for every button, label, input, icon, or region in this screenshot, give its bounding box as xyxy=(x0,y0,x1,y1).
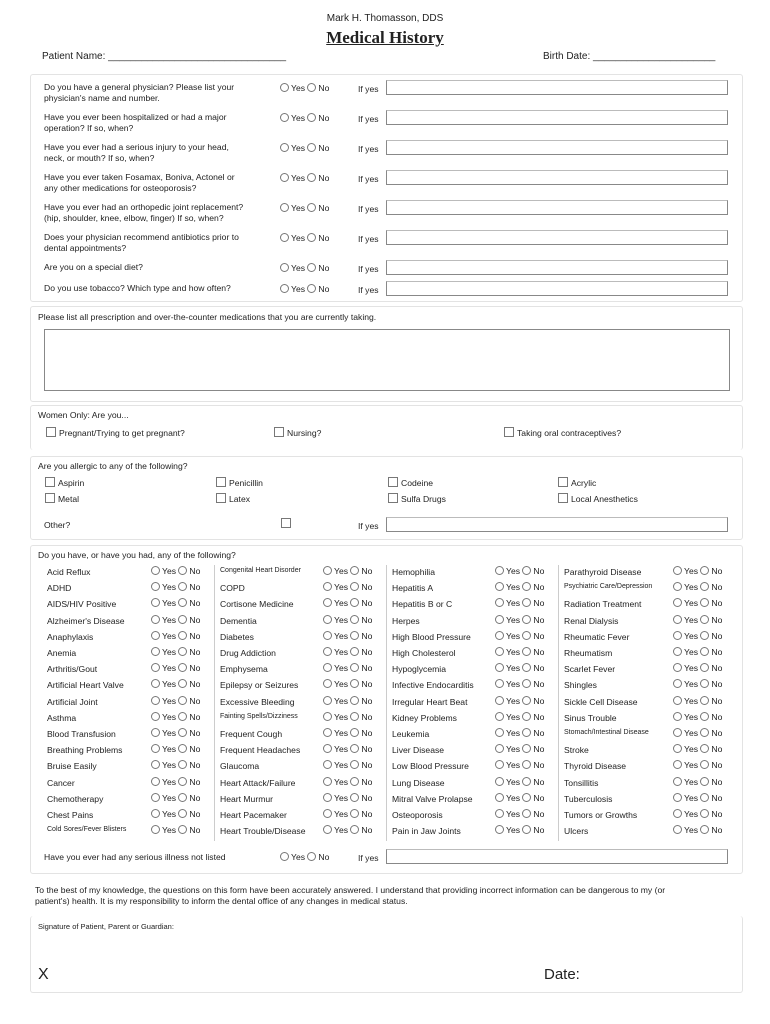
women-nursing-checkbox[interactable]: Nursing? xyxy=(274,427,321,438)
condition-radios[interactable]: Yes No xyxy=(673,777,722,787)
condition-label: Breathing Problems xyxy=(47,745,123,756)
condition-radios[interactable]: Yes No xyxy=(495,696,544,706)
question-3-ifyes: If yes xyxy=(358,144,379,154)
question-4-ifyes: If yes xyxy=(358,174,379,184)
condition-label: Liver Disease xyxy=(392,745,445,756)
condition-label: Hemophilia xyxy=(392,567,435,577)
condition-radios[interactable]: Yes No xyxy=(151,760,200,770)
condition-label: Cortisone Medicine xyxy=(220,599,294,610)
condition-radios[interactable]: Yes No xyxy=(673,825,722,835)
condition-radios[interactable]: Yes No xyxy=(495,825,544,835)
question-5: Have you ever had an orthopedic joint replacement? (hip, shoulder, knee, elbow, finger) If so, when? xyxy=(44,202,244,223)
condition-radios[interactable]: Yes No xyxy=(323,598,372,608)
condition-radios[interactable]: Yes No xyxy=(495,615,544,625)
condition-radios[interactable]: Yes No xyxy=(673,663,722,673)
condition-radios[interactable]: Yes No xyxy=(323,679,372,689)
condition-label: High Blood Pressure xyxy=(392,631,471,642)
condition-label: Diabetes xyxy=(220,631,254,642)
condition-label: Congenital Heart Disorder xyxy=(220,567,301,574)
condition-label: Low Blood Pressure xyxy=(392,761,469,772)
allergy-other-ifyes: If yes xyxy=(358,521,379,531)
question-2-radios[interactable]: Yes No xyxy=(280,113,329,123)
condition-radios[interactable]: Yes No xyxy=(495,712,544,722)
condition-radios[interactable]: Yes No xyxy=(323,566,372,576)
condition-radios[interactable]: Yes No xyxy=(495,647,544,657)
condition-label: Herpes xyxy=(392,615,420,626)
condition-radios[interactable]: Yes No xyxy=(495,679,544,689)
question-4-answer[interactable] xyxy=(386,170,728,185)
condition-radios[interactable]: Yes No xyxy=(323,728,372,738)
question-6: Does your physician recommend antibiotics prior to dental appointments? xyxy=(44,232,239,253)
allergies-label: Are you allergic to any of the following? xyxy=(38,461,188,471)
question-1-radios[interactable]: Yes No xyxy=(280,83,329,93)
patient-name-label: Patient Name: ________________________________ xyxy=(42,51,287,62)
condition-radios[interactable]: Yes No xyxy=(673,696,722,706)
condition-radios[interactable]: Yes No xyxy=(151,777,200,787)
condition-label: Irregular Heart Beat xyxy=(392,696,468,707)
condition-label: Asthma xyxy=(47,712,77,723)
condition-radios[interactable]: Yes No xyxy=(151,582,200,592)
condition-label: Fainting Spells/Dizziness xyxy=(220,712,298,720)
question-8-radios[interactable]: Yes No xyxy=(280,284,329,294)
condition-radios[interactable]: Yes No xyxy=(673,679,722,689)
question-4: Have you ever taken Fosamax, Boniva, Actonel or any other medications for osteoporosis? xyxy=(44,172,235,193)
allergy-checkbox[interactable]: Acrylic xyxy=(558,477,596,488)
condition-label: Scarlet Fever xyxy=(564,664,616,675)
condition-label: Acid Reflux xyxy=(47,567,91,577)
condition-radios[interactable]: Yes No xyxy=(495,582,544,592)
question-8-ifyes: If yes xyxy=(358,285,379,295)
condition-label: Anemia xyxy=(47,648,77,658)
condition-radios[interactable]: Yes No xyxy=(495,663,544,673)
allergy-checkbox[interactable]: Penicillin xyxy=(216,477,263,488)
allergy-checkbox[interactable]: Sulfa Drugs xyxy=(388,493,446,504)
condition-label: Bruise Easily xyxy=(47,761,97,772)
condition-label: Thyroid Disease xyxy=(564,761,627,772)
condition-label: Tuberculosis xyxy=(564,793,613,804)
condition-radios[interactable]: Yes No xyxy=(673,712,722,722)
condition-radios[interactable]: Yes No xyxy=(673,760,722,770)
conditions-label: Do you have, or have you had, any of the following? xyxy=(38,550,236,560)
condition-label: Anaphylaxis xyxy=(47,631,94,642)
question-8: Do you use tobacco? Which type and how often? xyxy=(44,283,231,293)
condition-label: Glaucoma xyxy=(220,761,260,772)
condition-label: Tonsillitis xyxy=(564,777,599,788)
condition-radios[interactable]: Yes No xyxy=(495,777,544,787)
condition-radios[interactable]: Yes No xyxy=(151,631,200,641)
question-7-ifyes: If yes xyxy=(358,264,379,274)
condition-label: Epilepsy or Seizures xyxy=(220,680,299,691)
doctor-name: Mark H. Thomasson, DDS xyxy=(326,13,444,24)
condition-label: Hypoglycemia xyxy=(392,664,446,675)
question-6-ifyes: If yes xyxy=(358,234,379,244)
statement-text: To the best of my knowledge, the questions on this form have been accurately answered. I understand that providing incorrect information can be dangerous to my (or patient's) health. It is my responsibility to inform the dental office of any changes in medical status. xyxy=(35,885,666,906)
question-4-radios[interactable]: Yes No xyxy=(280,173,329,183)
serious-illness-label: Have you ever had any serious illness not listed xyxy=(44,852,226,862)
medications-textarea[interactable] xyxy=(44,329,730,391)
women-pregnant-checkbox[interactable]: Pregnant/Trying to get pregnant? xyxy=(46,427,185,438)
allergy-checkbox[interactable]: Local Anesthetics xyxy=(558,493,638,504)
condition-radios[interactable]: Yes No xyxy=(323,647,372,657)
allergy-other-checkbox[interactable] xyxy=(281,518,294,529)
form-title: Medical History xyxy=(326,28,444,47)
question-1-answer[interactable] xyxy=(386,80,728,95)
condition-radios[interactable]: Yes No xyxy=(323,631,372,641)
condition-label: Heart Trouble/Disease xyxy=(220,826,306,837)
condition-label: Blood Transfusion xyxy=(47,729,116,739)
condition-radios[interactable]: Yes No xyxy=(323,760,372,770)
condition-radios[interactable]: Yes No xyxy=(151,809,200,819)
condition-radios[interactable]: Yes No xyxy=(673,647,722,657)
condition-radios[interactable]: Yes No xyxy=(151,663,200,673)
question-7-radios[interactable]: Yes No xyxy=(280,263,329,273)
serious-illness-radios[interactable]: Yes No xyxy=(280,852,329,862)
condition-label: Ulcers xyxy=(564,826,589,837)
condition-radios[interactable]: Yes No xyxy=(495,760,544,770)
condition-label: Hepatitis A xyxy=(392,583,434,594)
condition-label: Stomach/Intestinal Disease xyxy=(564,729,649,736)
condition-label: Lung Disease xyxy=(392,777,445,788)
column-divider xyxy=(214,565,215,841)
condition-radios[interactable]: Yes No xyxy=(495,631,544,641)
condition-radios[interactable]: Yes No xyxy=(323,825,372,835)
condition-radios[interactable]: Yes No xyxy=(323,809,372,819)
condition-radios[interactable]: Yes No xyxy=(323,696,372,706)
condition-radios[interactable]: Yes No xyxy=(495,744,544,754)
allergy-checkbox[interactable]: Codeine xyxy=(388,477,433,488)
condition-radios[interactable]: Yes No xyxy=(323,793,372,803)
condition-label: Heart Attack/Failure xyxy=(220,777,296,788)
birth-date-label: Birth Date: ______________________ xyxy=(543,51,716,62)
condition-label: High Cholesterol xyxy=(392,648,456,658)
condition-radios[interactable]: Yes No xyxy=(495,809,544,819)
question-1: Do you have a general physician? Please list your physician's name and number. xyxy=(44,82,235,103)
condition-label: Infective Endocarditis xyxy=(392,680,474,691)
condition-radios[interactable]: Yes No xyxy=(495,598,544,608)
condition-label: Mitral Valve Prolapse xyxy=(392,793,473,804)
condition-label: COPD xyxy=(220,583,245,594)
condition-radios[interactable]: Yes No xyxy=(151,647,200,657)
question-7: Are you on a special diet? xyxy=(44,262,143,272)
condition-label: Sinus Trouble xyxy=(564,712,617,723)
question-6-radios[interactable]: Yes No xyxy=(280,233,329,243)
condition-radios[interactable]: Yes No xyxy=(151,615,200,625)
condition-label: Chemotherapy xyxy=(47,793,104,804)
condition-label: Heart Pacemaker xyxy=(220,810,287,820)
condition-label: Leukemia xyxy=(392,729,430,739)
condition-radios[interactable]: Yes No xyxy=(673,744,722,754)
signature-x[interactable]: X xyxy=(38,966,49,983)
signature-label: Signature of Patient, Parent or Guardian: xyxy=(38,922,174,931)
condition-label: Excessive Bleeding xyxy=(220,696,295,707)
condition-label: Rheumatic Fever xyxy=(564,631,630,642)
question-2-ifyes: If yes xyxy=(358,114,379,124)
question-2: Have you ever been hospitalized or had a major operation? If so, when? xyxy=(44,112,227,133)
question-7-answer[interactable] xyxy=(386,260,728,275)
condition-radios[interactable]: Yes No xyxy=(495,566,544,576)
condition-label: Sickle Cell Disease xyxy=(564,696,638,707)
condition-label: Pain in Jaw Joints xyxy=(392,826,461,837)
question-5-radios[interactable]: Yes No xyxy=(280,203,329,213)
condition-label: Tumors or Growths xyxy=(564,810,638,820)
condition-radios[interactable]: Yes No xyxy=(673,631,722,641)
condition-radios[interactable]: Yes No xyxy=(151,679,200,689)
condition-radios[interactable]: Yes No xyxy=(673,728,722,738)
question-2-answer[interactable] xyxy=(386,110,728,125)
condition-radios[interactable]: Yes No xyxy=(151,744,200,754)
question-3-answer[interactable] xyxy=(386,140,728,155)
condition-radios[interactable]: Yes No xyxy=(151,793,200,803)
condition-radios[interactable]: Yes No xyxy=(673,566,722,576)
condition-label: Frequent Headaches xyxy=(220,745,301,756)
allergy-checkbox[interactable]: Aspirin xyxy=(45,477,84,488)
signature-date-label[interactable]: Date: xyxy=(544,966,580,983)
condition-label: Emphysema xyxy=(220,664,268,675)
condition-label: Drug Addiction xyxy=(220,648,276,658)
condition-radios[interactable]: Yes No xyxy=(151,728,200,738)
condition-label: Frequent Cough xyxy=(220,729,283,739)
condition-label: Artificial Joint xyxy=(47,696,98,707)
column-divider xyxy=(386,565,387,841)
serious-illness-ifyes: If yes xyxy=(358,853,379,863)
question-5-answer[interactable] xyxy=(386,200,728,215)
condition-label: Cold Sores/Fever Blisters xyxy=(47,826,127,834)
allergy-checkbox[interactable]: Metal xyxy=(45,493,79,504)
condition-radios[interactable]: Yes No xyxy=(495,793,544,803)
allergy-checkbox[interactable]: Latex xyxy=(216,493,250,504)
condition-label: Dementia xyxy=(220,615,257,626)
condition-radios[interactable]: Yes No xyxy=(673,598,722,608)
condition-label: Stroke xyxy=(564,745,589,756)
condition-radios[interactable]: Yes No xyxy=(673,582,722,592)
condition-label: Kidney Problems xyxy=(392,712,457,723)
condition-radios[interactable]: Yes No xyxy=(151,598,200,608)
condition-radios[interactable]: Yes No xyxy=(673,793,722,803)
condition-label: Arthritis/Gout xyxy=(47,664,98,675)
allergy-other-answer[interactable] xyxy=(386,517,728,532)
condition-label: Alzheimer's Disease xyxy=(47,615,125,626)
condition-radios[interactable]: Yes No xyxy=(323,744,372,754)
condition-radios[interactable]: Yes No xyxy=(151,566,200,576)
condition-radios[interactable]: Yes No xyxy=(323,615,372,625)
condition-radios[interactable]: Yes No xyxy=(323,712,372,722)
condition-label: Hepatitis B or C xyxy=(392,599,453,610)
question-6-answer[interactable] xyxy=(386,230,728,245)
women-label: Women Only: Are you... xyxy=(38,410,129,420)
condition-label: ADHD xyxy=(47,583,72,594)
condition-radios[interactable]: Yes No xyxy=(151,825,200,835)
question-8-answer[interactable] xyxy=(386,281,728,296)
serious-illness-answer[interactable] xyxy=(386,849,728,864)
women-contraceptives-checkbox[interactable]: Taking oral contraceptives? xyxy=(504,427,621,438)
allergy-other-label: Other? xyxy=(44,520,71,530)
condition-label: Osteoporosis xyxy=(392,810,443,820)
question-5-ifyes: If yes xyxy=(358,204,379,214)
condition-radios[interactable]: Yes No xyxy=(323,663,372,673)
condition-label: Rheumatism xyxy=(564,648,613,658)
column-divider xyxy=(558,565,559,841)
question-3-radios[interactable]: Yes No xyxy=(280,143,329,153)
condition-label: Chest Pains xyxy=(47,810,94,820)
condition-radios[interactable]: Yes No xyxy=(151,696,200,706)
condition-radios[interactable]: Yes No xyxy=(151,712,200,722)
condition-label: Shingles xyxy=(564,680,597,691)
condition-radios[interactable]: Yes No xyxy=(673,615,722,625)
condition-label: Renal Dialysis xyxy=(564,615,619,626)
condition-label: Parathyroid Disease xyxy=(564,567,642,577)
condition-label: Cancer xyxy=(47,777,75,788)
condition-label: Psychiatric Care/Depression xyxy=(564,583,653,591)
condition-radios[interactable]: Yes No xyxy=(495,728,544,738)
condition-label: Radiation Treatment xyxy=(564,599,642,610)
medications-label: Please list all prescription and over-the-counter medications that you are currently taking. xyxy=(38,312,377,322)
condition-radios[interactable]: Yes No xyxy=(323,582,372,592)
question-3: Have you ever had a serious injury to your head, neck, or mouth? If so, when? xyxy=(44,142,229,163)
condition-label: AIDS/HIV Positive xyxy=(47,599,117,610)
condition-radios[interactable]: Yes No xyxy=(673,809,722,819)
condition-radios[interactable]: Yes No xyxy=(323,777,372,787)
condition-label: Artificial Heart Valve xyxy=(47,680,124,691)
question-1-ifyes: If yes xyxy=(358,84,379,94)
condition-label: Heart Murmur xyxy=(220,793,274,804)
